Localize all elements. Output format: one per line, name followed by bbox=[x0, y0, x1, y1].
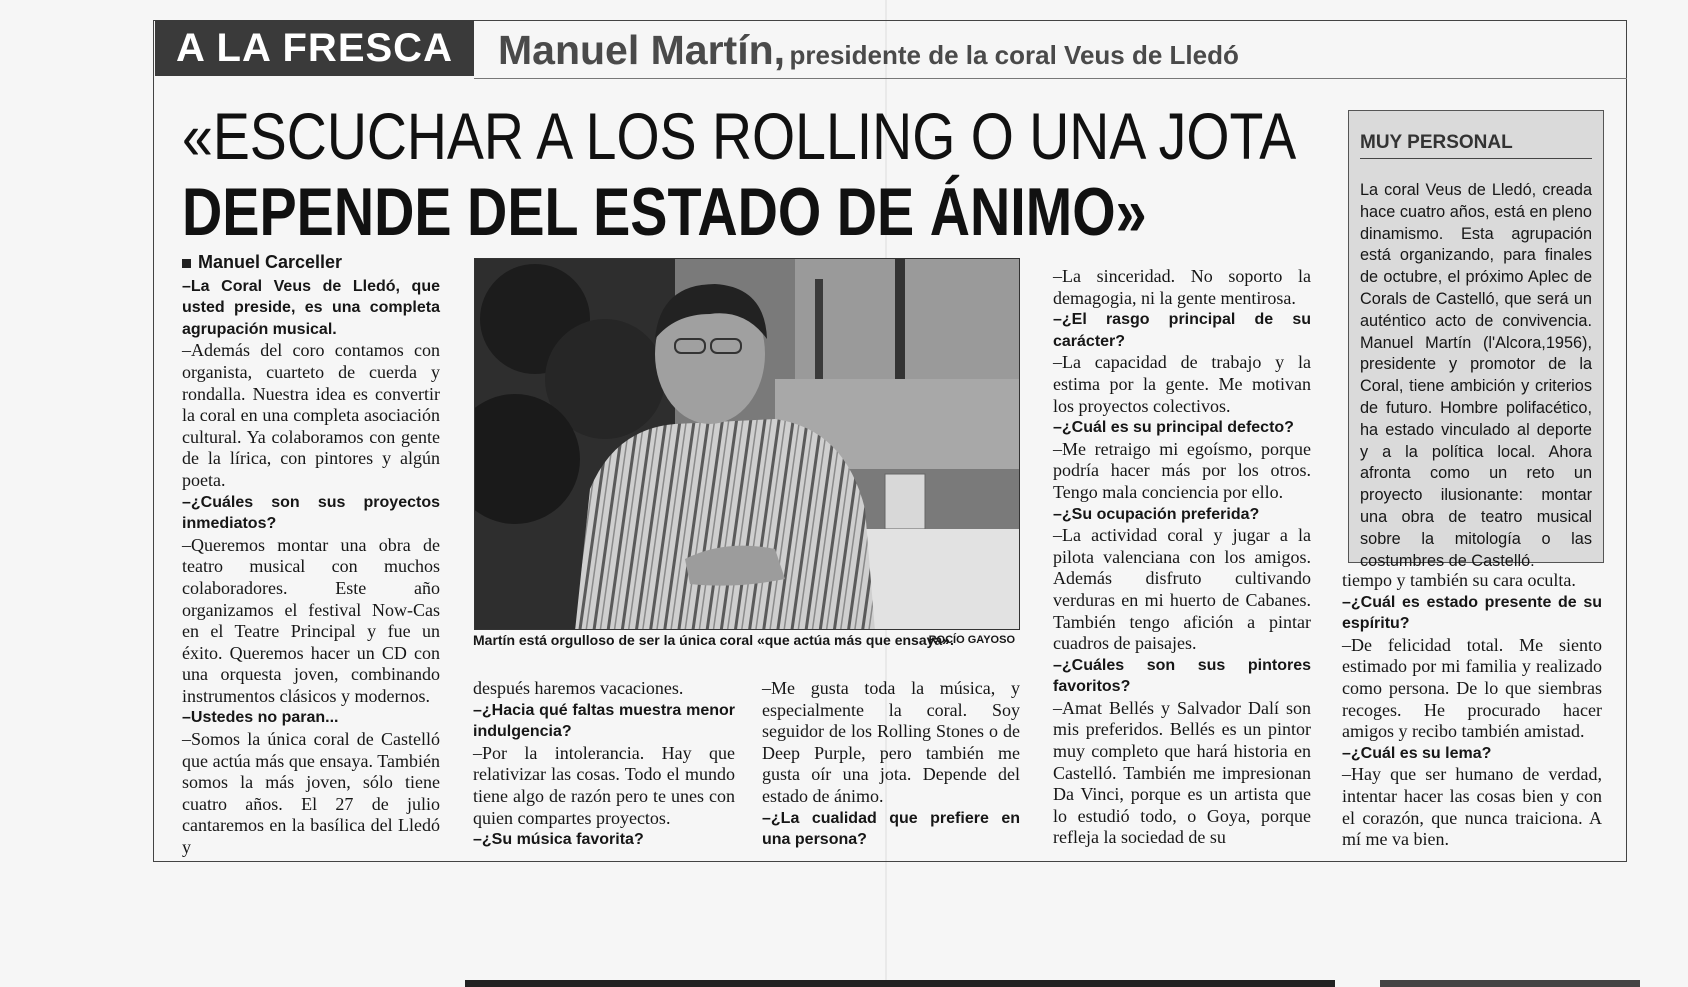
interview-answer: –Hay que ser humano de verdad, intentar hacer las cosas bien y con el corazón, que nunca traiciona. A mí me va bien. bbox=[1342, 764, 1602, 850]
interview-answer: –Me gusta toda la música, y especialmente la coral. Soy seguidor de los Rolling Stones o de Deep Purple, pero también me gusta oír una jota. Depende del estado de ánimo. bbox=[762, 678, 1020, 806]
column-4 bbox=[1053, 266, 1311, 849]
interview-question: –¿La cualidad que prefiere en una persona? bbox=[762, 809, 1020, 849]
interviewee-line bbox=[498, 22, 1239, 78]
interview-answer: –Somos la única coral de Castelló que actúa más que ensaya. También somos la más joven, sólo tiene cuatro años. El 27 de julio cantaremos en la basílica del Lledó y bbox=[182, 729, 440, 858]
interview-answer: tiempo y también su cara oculta. bbox=[1342, 570, 1576, 590]
sidebar-title: MUY PERSONAL bbox=[1360, 132, 1513, 153]
headline-line-2: DEPENDE DEL ESTADO DE ÁNIMO» bbox=[182, 174, 1147, 250]
byline-author: Manuel Carceller bbox=[198, 252, 343, 272]
column-5 bbox=[1342, 570, 1602, 851]
column-1 bbox=[182, 252, 440, 859]
interview-question: –¿Su ocupación preferida? bbox=[1053, 505, 1260, 523]
interview-answer: –La capacidad de trabajo y la estima por la gente. Me motivan los proyectos colectivos. bbox=[1053, 352, 1311, 416]
interview-answer: –Queremos montar una obra de teatro musical con muchos colaboradores. Este año organizamos el festival Now-Cas en el Teatre Principal y fue un éxito. Queremos hacer un CD con una orquesta joven, combinando instrumentos clásicos y modernos. bbox=[182, 534, 440, 706]
byline-square-icon bbox=[182, 259, 191, 268]
next-article-edge-right bbox=[1380, 980, 1640, 987]
headline-line-1: «ESCUCHAR A LOS ROLLING O UNA JOTA bbox=[182, 99, 1297, 173]
interviewee-role: presidente de la coral Veus de Lledó bbox=[789, 40, 1239, 70]
interview-answer: –Me retraigo mi egoísmo, porque podría hacer más por los otros. Tengo mala conciencia por ello. bbox=[1053, 438, 1311, 502]
interview-answer: –De felicidad total. Me siento estimado por mi familia y realizado como persona. De lo que siembras recoges. He procurado hacer amigos y recibo también amistad. bbox=[1342, 634, 1602, 742]
interview-question: –¿Hacia qué faltas muestra menor indulgencia? bbox=[473, 701, 735, 741]
interview-question: –Ustedes no paran... bbox=[182, 709, 339, 727]
byline bbox=[182, 252, 440, 274]
interview-question: –¿Cuáles son sus proyectos inmediatos? bbox=[182, 493, 440, 533]
next-article-edge bbox=[465, 980, 1335, 987]
sidebar-rule bbox=[1360, 158, 1592, 159]
interview-question: –¿Cuál es estado presente de su espíritu? bbox=[1342, 593, 1602, 633]
interview-answer: –La sinceridad. No soporto la demagogia, ni la gente mentirosa. bbox=[1053, 266, 1311, 308]
photo-caption bbox=[473, 632, 1021, 648]
column-3 bbox=[762, 678, 1020, 851]
column-2 bbox=[473, 678, 735, 851]
interview-answer: después haremos vacaciones. bbox=[473, 678, 684, 698]
interview-answer: –Además del coro contamos con organista, cuarteto de cuerda y rondalla. Nuestra idea es convertir la coral en una completa asociación cultural. Ya colaboramos con gente de la lírica, con pintores y algún poeta. bbox=[182, 340, 440, 490]
headline bbox=[182, 98, 1322, 250]
interview-answer: –La actividad coral y jugar a la pilota valenciana con los amigos. Además disfruto cultivando verduras en mi huerto de Cabanes. También tengo afición a pintar cuadros de paisajes. bbox=[1053, 525, 1311, 654]
photo-man-seated-icon bbox=[475, 259, 1020, 630]
caption-text: Martín está orgulloso de ser la única coral «que actúa más que ensaya». bbox=[473, 632, 954, 648]
section-tag: A LA FRESCA bbox=[155, 20, 474, 76]
interview-answer: –Por la intolerancia. Hay que relativizar las cosas. Todo el mundo tiene algo de razón pero te unes con quien compartes proyectos. bbox=[473, 742, 735, 828]
photo-credit: ROCÍO GAYOSO bbox=[928, 634, 1015, 646]
photo bbox=[474, 258, 1020, 630]
interview-question: –¿Cuáles son sus pintores favoritos? bbox=[1053, 656, 1311, 696]
interview-question: –¿Cuál es su principal defecto? bbox=[1053, 419, 1294, 437]
interviewee-name: Manuel Martín, bbox=[498, 27, 786, 73]
interview-question: –¿Su música favorita? bbox=[473, 831, 644, 849]
sidebar-body: La coral Veus de Lledó, creada hace cuatro años, está en pleno dinamismo. Esta agrupación está organizando, para finales de octubre, el próximo Aplec de Corals de Castelló, que será un auténtico acto de convivencia. Manuel Martín (l'Alcora,1956), presidente y promotor de la Coral, tiene ambición y criterios de futuro. Hombre polifacético, ha estado vinculado al deporte y a la política local. Ahora afronta como un reto un proyecto ilusionante: montar una obra de teatro musical sobre la mitología o las costumbres de Castelló. bbox=[1360, 181, 1592, 570]
interview-question: –La Coral Veus de Lledó, que usted preside, es una completa agrupación musical. bbox=[182, 277, 440, 338]
header-rule bbox=[474, 78, 1627, 79]
interview-question: –¿El rasgo principal de su carácter? bbox=[1053, 311, 1311, 350]
interview-answer: –Amat Bellés y Salvador Dalí son mis preferidos. Bellés es un pintor muy completo que hará historia en Castelló. También me impresionan Da Vinci, porque es un artista que lo estudió todo, o Goya, porque refleja la sociedad de su bbox=[1053, 697, 1311, 848]
interview-question: –¿Cuál es su lema? bbox=[1342, 744, 1492, 762]
